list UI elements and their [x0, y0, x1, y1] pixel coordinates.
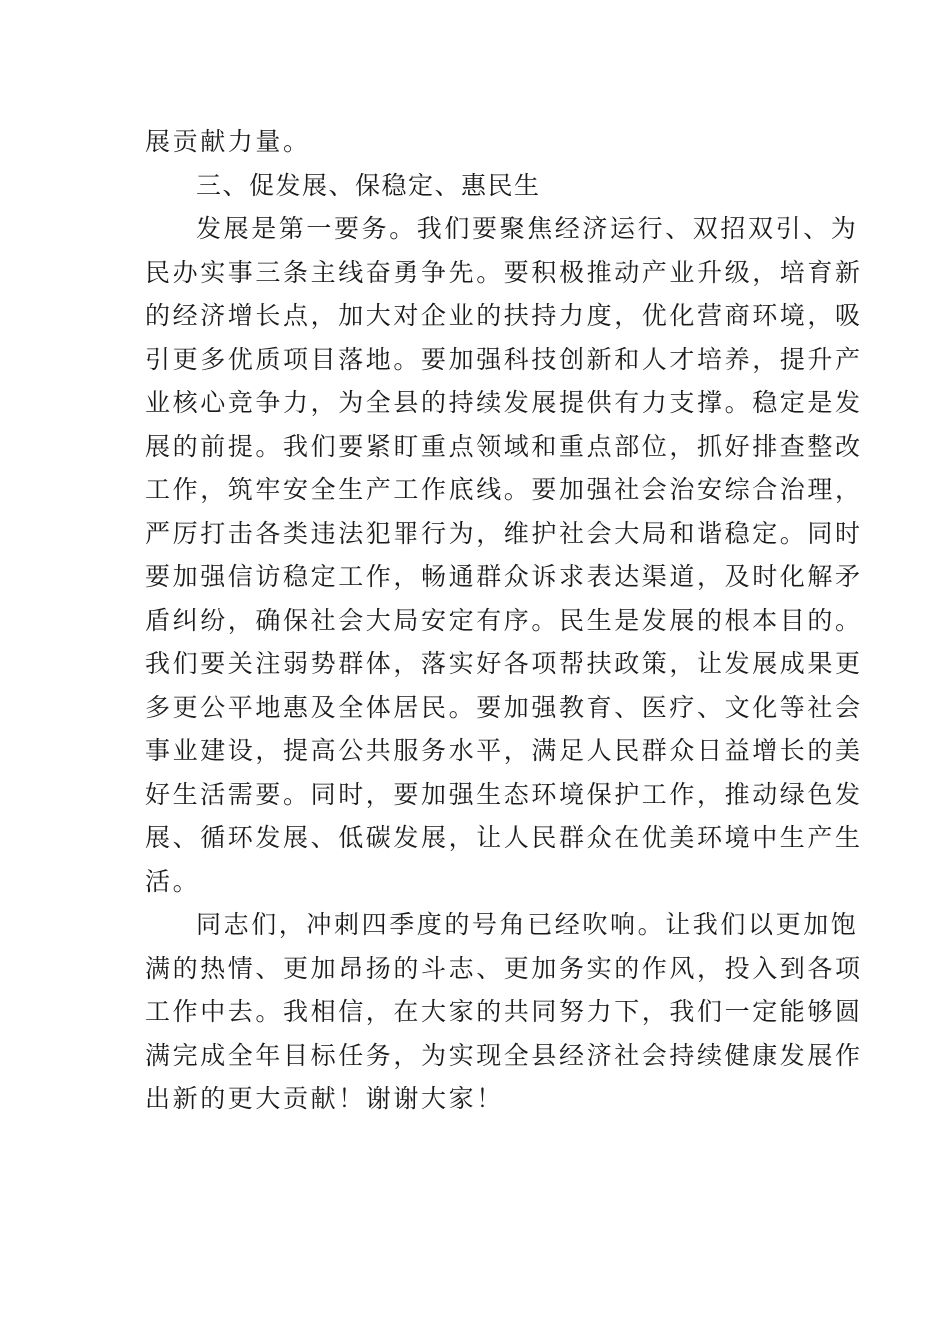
paragraph-line: 业核心竞争力，为全县的持续发展提供有力支撑。稳定是发: [145, 388, 863, 417]
paragraph-line: 展、循环发展、低碳发展，让人民群众在优美环境中生产生: [145, 823, 863, 852]
paragraph-line: 展贡献力量。: [145, 127, 311, 156]
paragraph-line: 的经济增长点，加大对企业的扶持力度，优化营商环境，吸: [145, 301, 863, 330]
paragraph-line: 出新的更大贡献！谢谢大家！: [145, 1084, 504, 1113]
paragraph-line: 展的前提。我们要紧盯重点领域和重点部位，抓好排查整改: [145, 431, 863, 461]
document-body: [145, 120, 863, 1121]
paragraph-line: 事业建设，提高公共服务水平，满足人民群众日益增长的美: [145, 736, 863, 765]
paragraph-line: 好生活需要。同时，要加强生态环境保护工作，推动绿色发: [145, 779, 863, 809]
paragraph-line: 严厉打击各类违法犯罪行为，维护社会大局和谐稳定。同时: [145, 518, 863, 548]
paragraph-line: 活。: [145, 866, 201, 896]
paragraph-line: 满的热情、更加昂扬的斗志、更加务实的作风，投入到各项: [145, 953, 863, 983]
paragraph-line: 要加强信访稳定工作，畅通群众诉求表达渠道，及时化解矛: [145, 562, 863, 591]
paragraph-line: 多更公平地惠及全体居民。要加强教育、医疗、文化等社会: [145, 692, 863, 722]
paragraph-line: 民办实事三条主线奋勇争先。要积极推动产业升级，培育新: [145, 257, 863, 287]
paragraph-line: 盾纠纷，确保社会大局安定有序。民生是发展的根本目的。: [145, 605, 863, 635]
paragraph-line: 工作，筑牢安全生产工作底线。要加强社会治安综合治理，: [145, 475, 863, 504]
paragraph-line: 引更多优质项目落地。要加强科技创新和人才培养，提升产: [145, 344, 863, 374]
paragraph-line: 发展是第一要务。我们要聚焦经济运行、双招双引、为: [196, 214, 859, 243]
paragraph-line: 我们要关注弱势群体，落实好各项帮扶政策，让发展成果更: [145, 649, 863, 678]
paragraph-line: 满完成全年目标任务，为实现全县经济社会持续健康发展作: [145, 1040, 863, 1070]
paragraph-line: 同志们，冲刺四季度的号角已经吹响。让我们以更加饱: [196, 910, 859, 939]
section-heading: 三、促发展、保稳定、惠民生: [196, 170, 541, 200]
paragraph-line: 工作中去。我相信，在大家的共同努力下，我们一定能够圆: [145, 997, 863, 1026]
